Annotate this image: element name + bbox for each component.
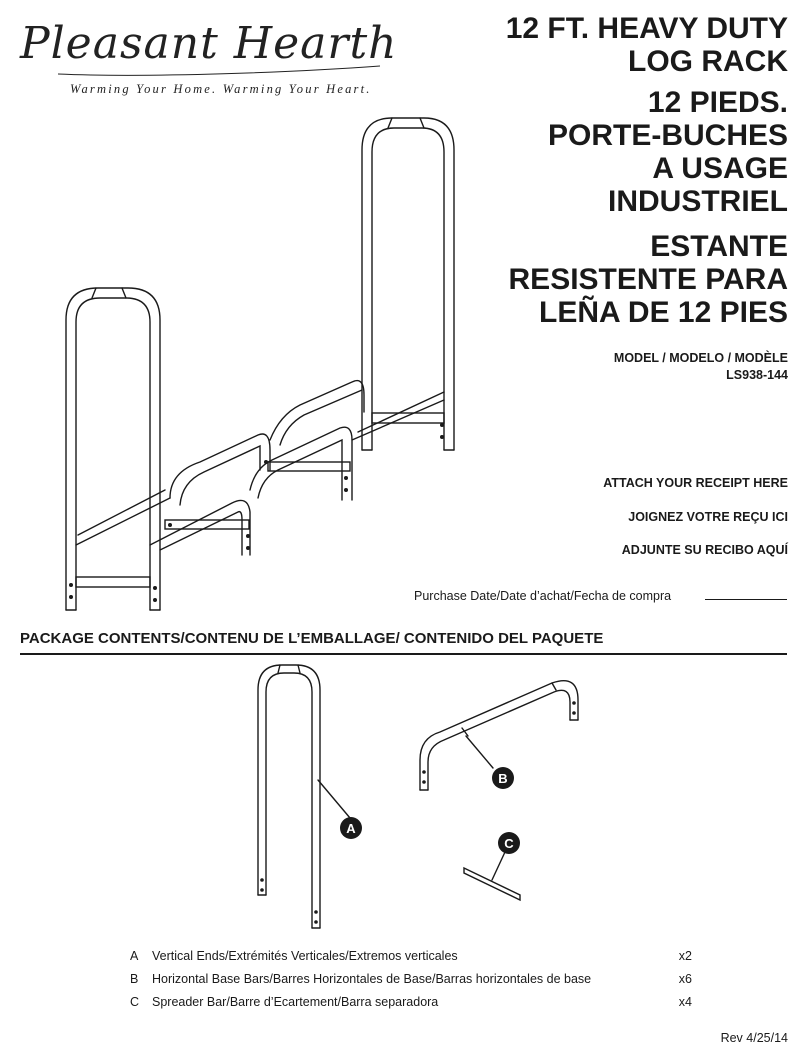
part-description: Vertical Ends/Extrémités Verticales/Extremos verticales [152,948,458,963]
part-row-a [130,944,692,967]
brand-tagline: Warming Your Home. Warming Your Heart. [70,82,372,96]
part-letter: B [130,971,139,986]
part-a-vertical-end [258,665,350,928]
part-quantity: x6 [678,971,692,986]
part-c-spreader-bar [464,852,520,900]
revision-label: Rev 4/25/14 [720,1031,788,1045]
title-en-line1: 12 FT. HEAVY DUTY [505,12,788,45]
callout-b-letter: B [498,771,508,786]
part-row-c [130,990,692,1013]
title-es-line1: ESTANTE [650,230,788,263]
model-label: MODEL / MODELO / MODÈLE [613,351,788,365]
title-fr-line2: PORTE-BUCHES [547,119,788,152]
callout-a-letter: A [346,821,356,836]
purchase-date-label: Purchase Date/Date d’achat/Fecha de compra [414,589,672,603]
callout-c [498,832,520,854]
part-letter: C [130,994,140,1009]
package-contents-heading: PACKAGE CONTENTS/CONTENU DE L’EMBALLAGE/ CONTENIDO DEL PAQUETE [20,630,604,647]
receipt-note-fr: JOIGNEZ VOTRE REÇU ICI [628,510,788,524]
part-description: Horizontal Base Bars/Barres Horizontales de Base/Barras horizontales de base [152,971,592,986]
parts-list [130,944,692,1013]
callout-b [492,767,514,789]
receipt-note-en: ATTACH YOUR RECEIPT HERE [603,476,788,490]
callout-c-letter: C [504,836,514,851]
title-es-line2: RESISTENTE PARA [508,263,788,296]
brand-logo: Pleasant Hearth [20,18,398,69]
part-quantity: x4 [678,994,692,1009]
part-row-b [130,967,692,990]
part-description: Spreader Bar/Barre d’Ecartement/Barra separadora [152,994,439,1009]
callout-a [340,817,362,839]
model-number: LS938-144 [726,368,788,382]
part-letter: A [130,948,139,963]
receipt-note-es: ADJUNTE SU RECIBO AQUÍ [621,543,788,557]
title-fr-line3: A USAGE [652,152,788,185]
title-fr-line1: 12 PIEDS. [647,86,788,119]
title-fr-line4: INDUSTRIEL [608,185,788,218]
part-quantity: x2 [678,948,692,963]
title-en-line2: LOG RACK [628,45,788,78]
title-es-line3: LEÑA DE 12 PIES [539,296,788,329]
